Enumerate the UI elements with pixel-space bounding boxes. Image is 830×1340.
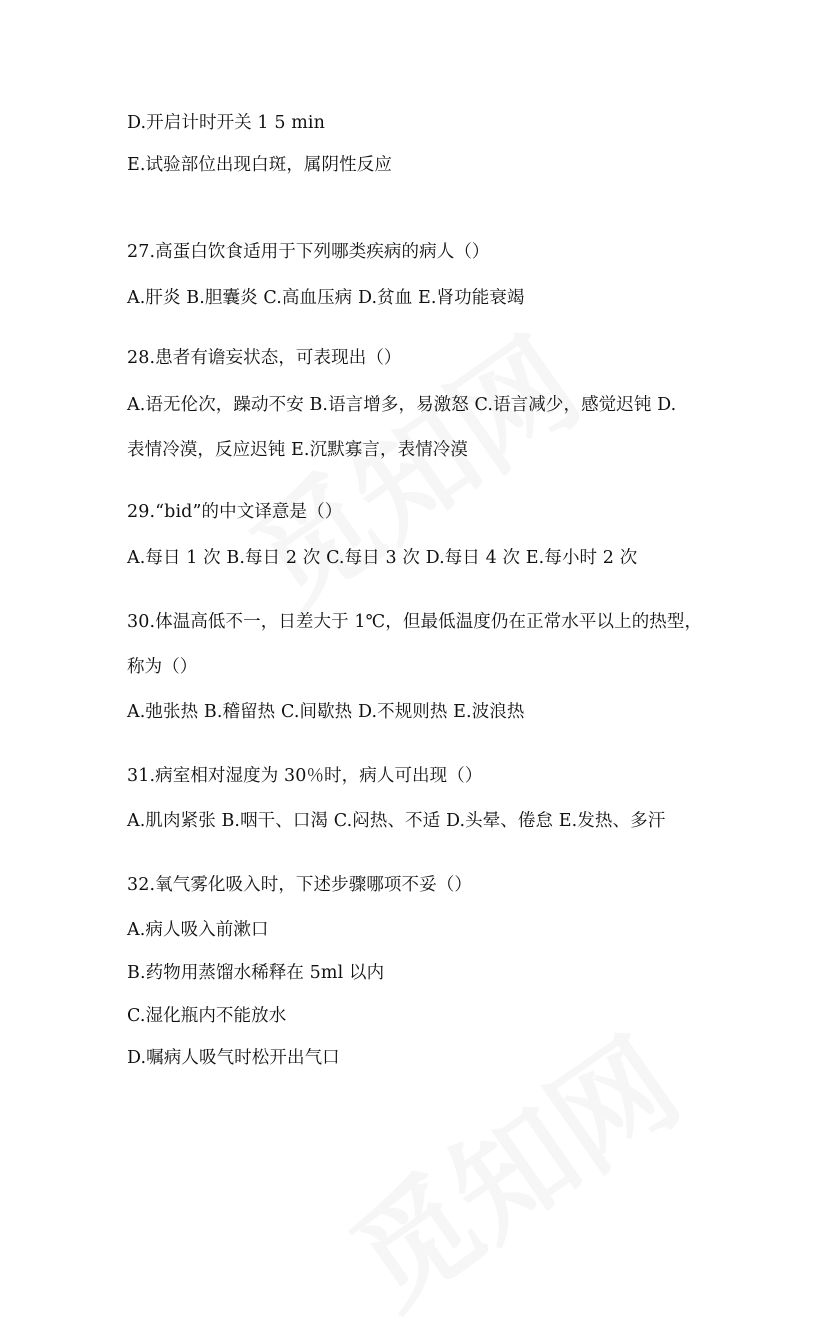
options-27: A.肝炎 B.胆囊炎 C.高血压病 D.贫血 E.肾功能衰竭 <box>127 288 525 308</box>
options-30: A.弛张热 B.稽留热 C.间歇热 D.不规则热 E.波浪热 <box>127 702 525 722</box>
watermark <box>213 292 607 639</box>
question-30-cont: 称为（） <box>127 657 198 677</box>
question-27: 27.高蛋白饮食适用于下列哪类疾病的病人（） <box>127 242 490 262</box>
question-31: 31.病室相对湿度为 30％时，病人可出现（） <box>127 766 483 786</box>
question-29: 29.“bid”的中文译意是（） <box>127 502 343 522</box>
text-line: D.开启计时开关 1 5 min <box>127 113 325 133</box>
question-32: 32.氧气雾化吸入时，下述步骤哪项不妥（） <box>127 875 472 895</box>
options-29: A.每日 1 次 B.每日 2 次 C.每日 3 次 D.每日 4 次 E.每小时 2 次 <box>127 548 638 568</box>
question-28: 28.患者有谵妄状态，可表现出（） <box>127 348 402 368</box>
watermark <box>313 992 707 1339</box>
options-28: A.语无伦次，躁动不安 B.语言增多，易激怒 C.语言减少，感觉迟钝 D. <box>127 395 677 415</box>
option-32-a: A.病人吸入前漱口 <box>127 920 269 940</box>
options-31: A.肌肉紧张 B.咽干、口渴 C.闷热、不适 D.头晕、倦怠 E.发热、多汗 <box>127 811 666 831</box>
option-32-b: B.药物用蒸馏水稀释在 5ml 以内 <box>127 963 385 983</box>
option-32-c: C.湿化瓶内不能放水 <box>127 1006 287 1026</box>
options-28-cont: 表情冷漠，反应迟钝 E.沉默寡言，表情冷漠 <box>127 440 468 460</box>
option-32-d: D.嘱病人吸气时松开出气口 <box>127 1048 340 1068</box>
text-line: E.试验部位出现白斑，属阴性反应 <box>127 155 392 175</box>
question-30: 30.体温高低不一，日差大于 1℃，但最低温度仍在正常水平以上的热型， <box>127 612 703 632</box>
